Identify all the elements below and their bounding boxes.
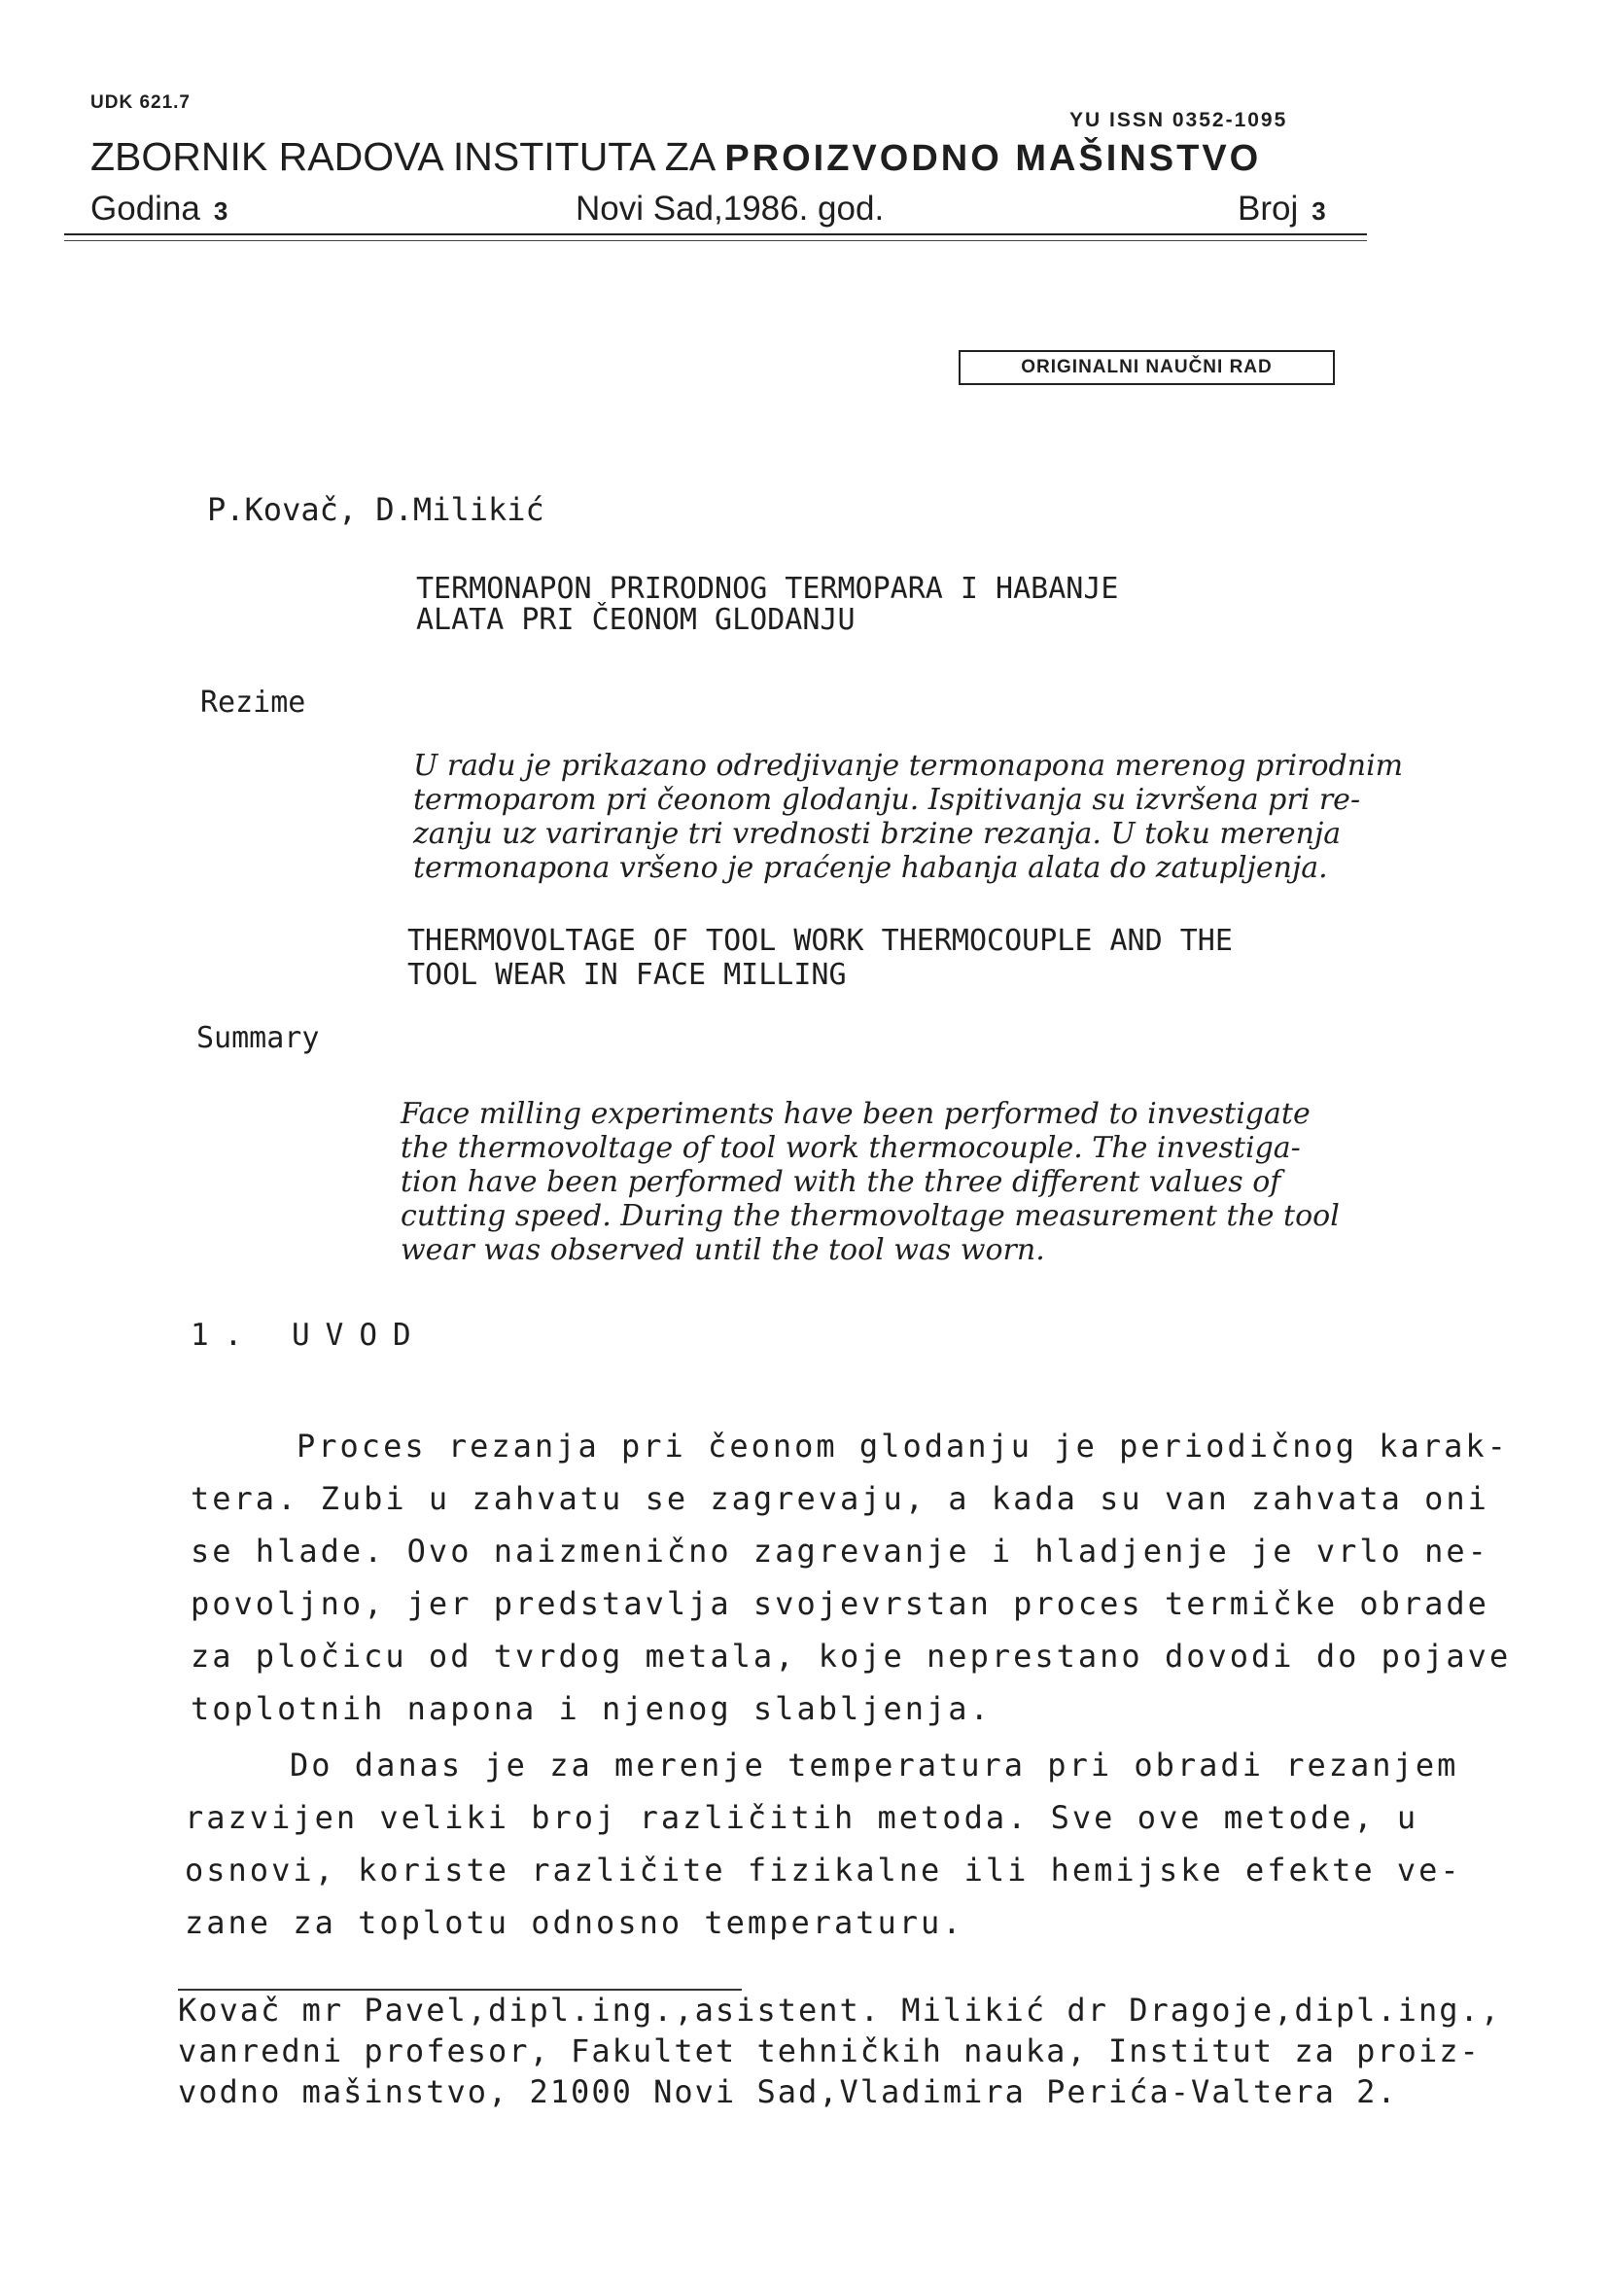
body-line: Proces rezanja pri čeonom glodanju je periodičnog karak- xyxy=(297,1428,1509,1465)
paper-type-badge: ORIGINALNI NAUČNI RAD xyxy=(959,350,1335,385)
place-date: Novi Sad,1986. god. xyxy=(576,190,885,228)
volume-year xyxy=(90,190,227,229)
body-line: se hlade. Ovo naizmenično zagrevanje i hladjenje je vrlo ne- xyxy=(191,1533,1489,1570)
header-rule-secondary xyxy=(64,240,1367,241)
journal-title-prefix: ZBORNIK RADOVA INSTITUTA ZA xyxy=(90,134,714,179)
title-en-line: TOOL WEAR IN FACE MILLING xyxy=(407,958,847,992)
summary-line: cutting speed. During the thermovoltage measurement the tool xyxy=(401,1199,1340,1233)
rezime-line: U radu je prikazano odredjivanje termonapona merenog prirodnim xyxy=(413,749,1404,783)
body-line: toplotnih napona i njenog slabljenja. xyxy=(191,1690,992,1727)
title-en-line: THERMOVOLTAGE OF TOOL WORK THERMOCOUPLE AND THE xyxy=(407,924,1233,958)
rezime-line: termonapona vršeno je praćenje habanja alata do zatupljenja. xyxy=(413,851,1328,885)
issue-label: Broj xyxy=(1238,190,1299,228)
summary-line: Face milling experiments have been performed to investigate xyxy=(401,1097,1311,1131)
body-line: zane za toplotu odnosno temperaturu. xyxy=(185,1904,964,1941)
body-line: Do danas je za merenje temperatura pri obradi rezanjem xyxy=(290,1747,1459,1784)
rezime-label: Rezime xyxy=(200,686,306,720)
summary-line: wear was observed until the tool was worn. xyxy=(401,1233,1045,1267)
issue-value: 3 xyxy=(1312,196,1326,226)
summary-label: Summary xyxy=(196,1021,320,1055)
section-heading: 1. UVOD xyxy=(191,1318,427,1353)
header-rule xyxy=(64,233,1367,235)
journal-title xyxy=(90,134,1261,180)
footnote-line: vodno mašinstvo, 21000 Novi Sad,Vladimira Perića-Valtera 2. xyxy=(178,2073,1398,2110)
footnote-rule xyxy=(178,1989,742,1991)
authors: P.Kovač, D.Milikić xyxy=(207,491,544,528)
summary-line: tion have been performed with the three different values of xyxy=(401,1165,1281,1199)
summary-line: the thermovoltage of tool work thermocouple. The investiga- xyxy=(401,1131,1301,1165)
footnote-line: Kovač mr Pavel,dipl.ing.,asistent. Milikić dr Dragoje,dipl.ing., xyxy=(178,1992,1501,2029)
footnote-line: vanredni profesor, Fakultet tehničkih nauka, Institut za proiz- xyxy=(178,2032,1481,2069)
issue-number xyxy=(1238,190,1326,229)
year-label: Godina xyxy=(90,190,200,228)
rezime-line: zanju uz variranje tri vrednosti brzine rezanja. U toku merenja xyxy=(413,817,1342,851)
journal-title-bold: PROIZVODNO MAŠINSTVO xyxy=(724,138,1262,179)
body-line: tera. Zubi u zahvatu se zagrevaju, a kada su van zahvata oni xyxy=(191,1480,1489,1517)
body-line: osnovi, koriste različite fizikalne ili hemijske efekte ve- xyxy=(185,1852,1462,1889)
udk-code: UDK 621.7 xyxy=(90,92,191,113)
year-value: 3 xyxy=(213,196,228,226)
body-line: razvijen veliki broj različitih metoda. Sve ove metode, u xyxy=(185,1799,1419,1836)
title-sr-line: ALATA PRI ČEONOM GLODANJU xyxy=(416,603,856,637)
issn: YU ISSN 0352-1095 xyxy=(1069,109,1288,131)
body-line: za pločicu od tvrdog metala, koje neprestano dovodi do pojave xyxy=(191,1638,1512,1675)
body-line: povoljno, jer predstavlja svojevrstan proces termičke obrade xyxy=(191,1585,1489,1622)
rezime-line: termoparom pri čeonom glodanju. Ispitivanja su izvršena pri re- xyxy=(413,783,1361,817)
title-sr-line: TERMONAPON PRIRODNOG TERMOPARA I HABANJE xyxy=(416,572,1119,606)
